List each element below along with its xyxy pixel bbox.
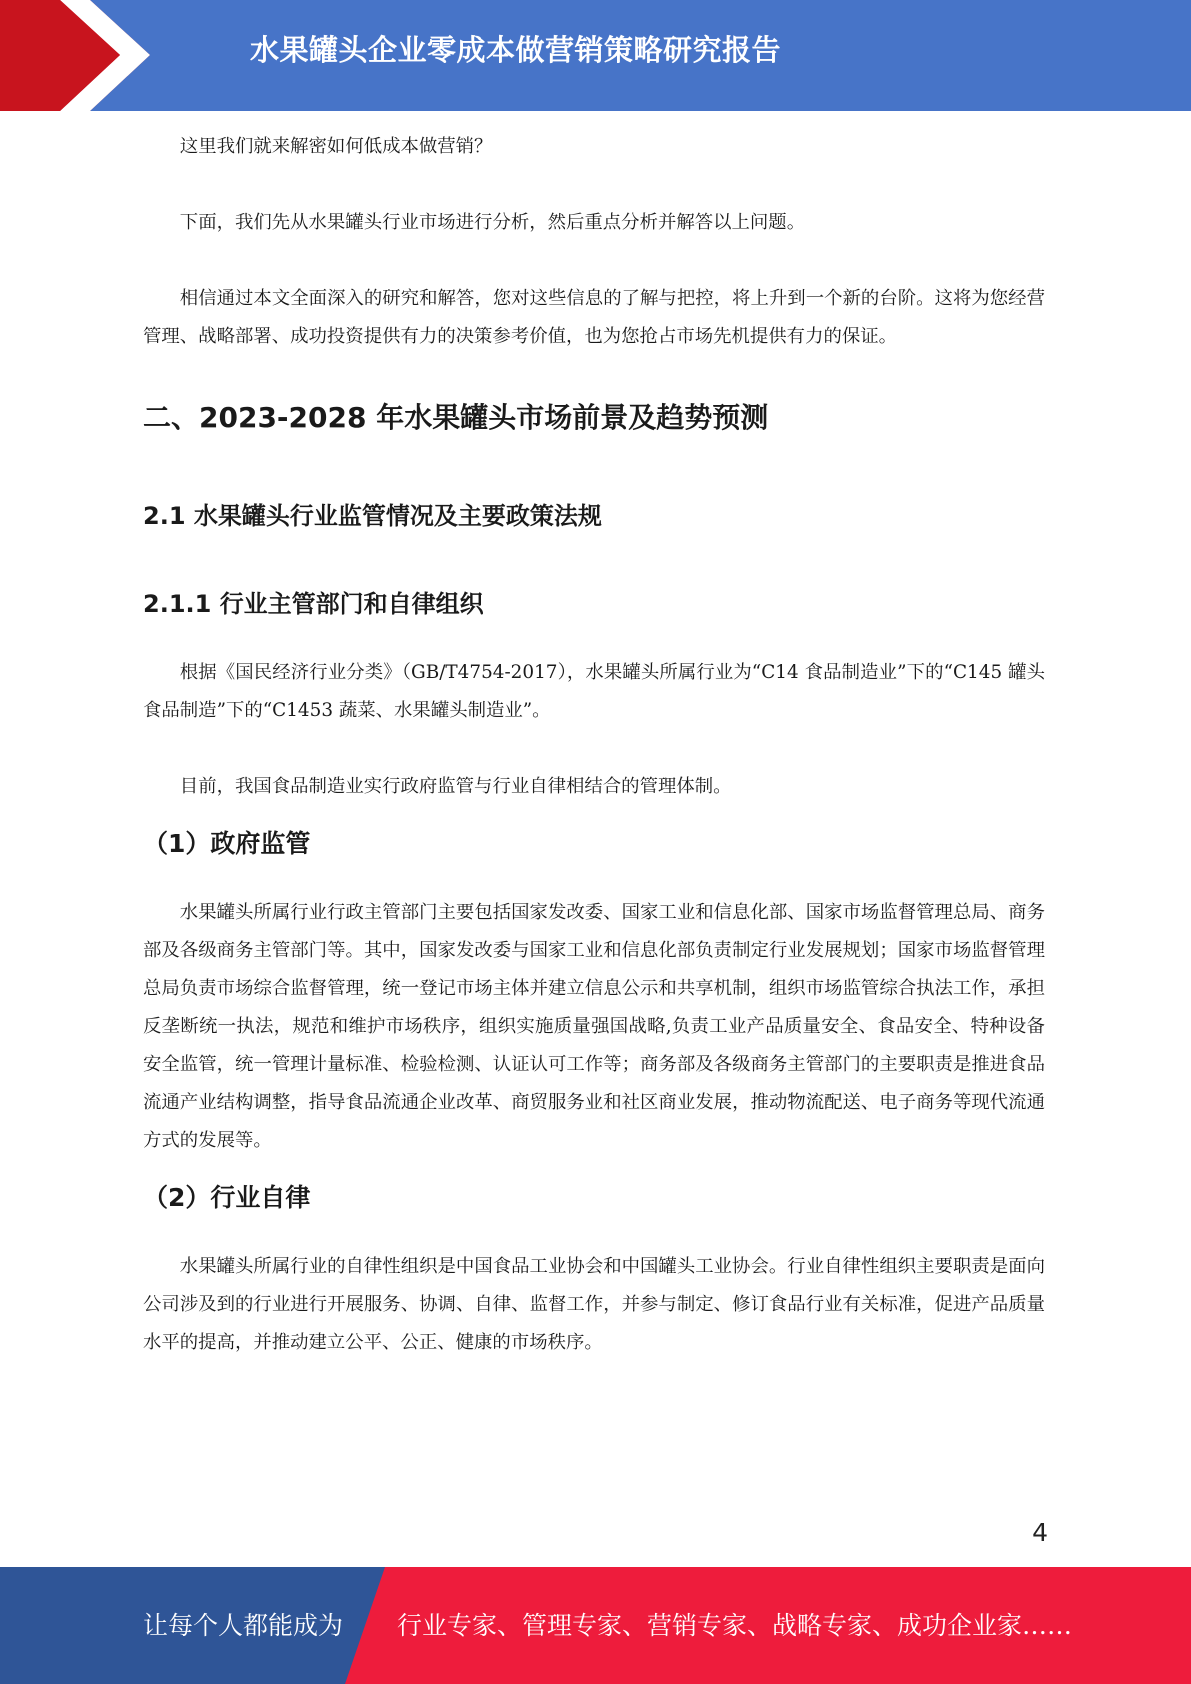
header-banner	[0, 0, 1191, 111]
heading-government-supervision: （1）政府监管	[143, 829, 311, 858]
footer-banner	[0, 1567, 1191, 1684]
heading-industry-self-discipline: （2）行业自律	[143, 1183, 311, 1212]
subsection-heading: 2.1 水果罐头行业监管情况及主要政策法规	[143, 502, 602, 530]
paragraph-industry-self-discipline: 水果罐头所属行业的自律性组织是中国食品工业协会和中国罐头工业协会。行业自律性组织主要职责是面向公司涉及到的行业进行开展服务、协调、自律、监督工作，并参与制定、修订食品行业有关标准，促进产品质量水平的提高，并推动建立公平、公正、健康的市场秩序。	[143, 1256, 1045, 1353]
paragraph-industry-classification: 根据《国民经济行业分类》（GB/T4754-2017），水果罐头所属行业为“C14 食品制造业”下的“C145 罐头食品制造”下的“C1453 蔬菜、水果罐头制造业”。	[143, 662, 1045, 721]
document-body	[143, 128, 1045, 1362]
subsubsection-heading: 2.1.1 行业主管部门和自律组织	[143, 590, 484, 618]
paragraph-value-statement: 相信通过本文全面深入的研究和解答，您对这些信息的了解与把控，将上升到一个新的台阶。这将为您经营管理、战略部署、成功投资提供有力的决策参考价值，也为您抢占市场先机提供有力的保证。	[143, 288, 1045, 347]
section-heading: 二、2023-2028 年水果罐头市场前景及趋势预测	[143, 401, 769, 434]
paragraph-intro-question: 这里我们就来解密如何低成本做营销？	[179, 136, 493, 157]
paragraph-government-supervision: 水果罐头所属行业行政主管部门主要包括国家发改委、国家工业和信息化部、国家市场监督管理总局、商务部及各级商务主管部门等。其中，国家发改委与国家工业和信息化部负责制定行业发展规划；国家市场监督管理总局负责市场综合监督管理，统一登记市场主体并建立信息公示和共享机制，组织市场监管综合执法工作，承担反垄断统一执法，规范和维护市场秩序，组织实施质量强国战略,负责工业产品质量安全、食品安全、特种设备安全监管，统一管理计量标准、检验检测、认证认可工作等；商务部及各级商务主管部门的主要职责是推进食品流通产业结构调整，指导食品流通企业改革、商贸服务业和社区商业发展，推动物流配送、电子商务等现代流通方式的发展等。	[143, 902, 1045, 1151]
page-number: 4	[1032, 1518, 1048, 1547]
footer-slogan-left: 让每个人都能成为	[143, 1611, 344, 1640]
footer-slogan-right: 行业专家、管理专家、营销专家、战略专家、成功企业家……	[397, 1611, 1073, 1640]
paragraph-analysis-plan: 下面，我们先从水果罐头行业市场进行分析，然后重点分析并解答以上问题。	[179, 212, 806, 233]
report-title: 水果罐头企业零成本做营销策略研究报告	[250, 33, 782, 67]
paragraph-management-system: 目前，我国食品制造业实行政府监管与行业自律相结合的管理体制。	[179, 776, 732, 797]
